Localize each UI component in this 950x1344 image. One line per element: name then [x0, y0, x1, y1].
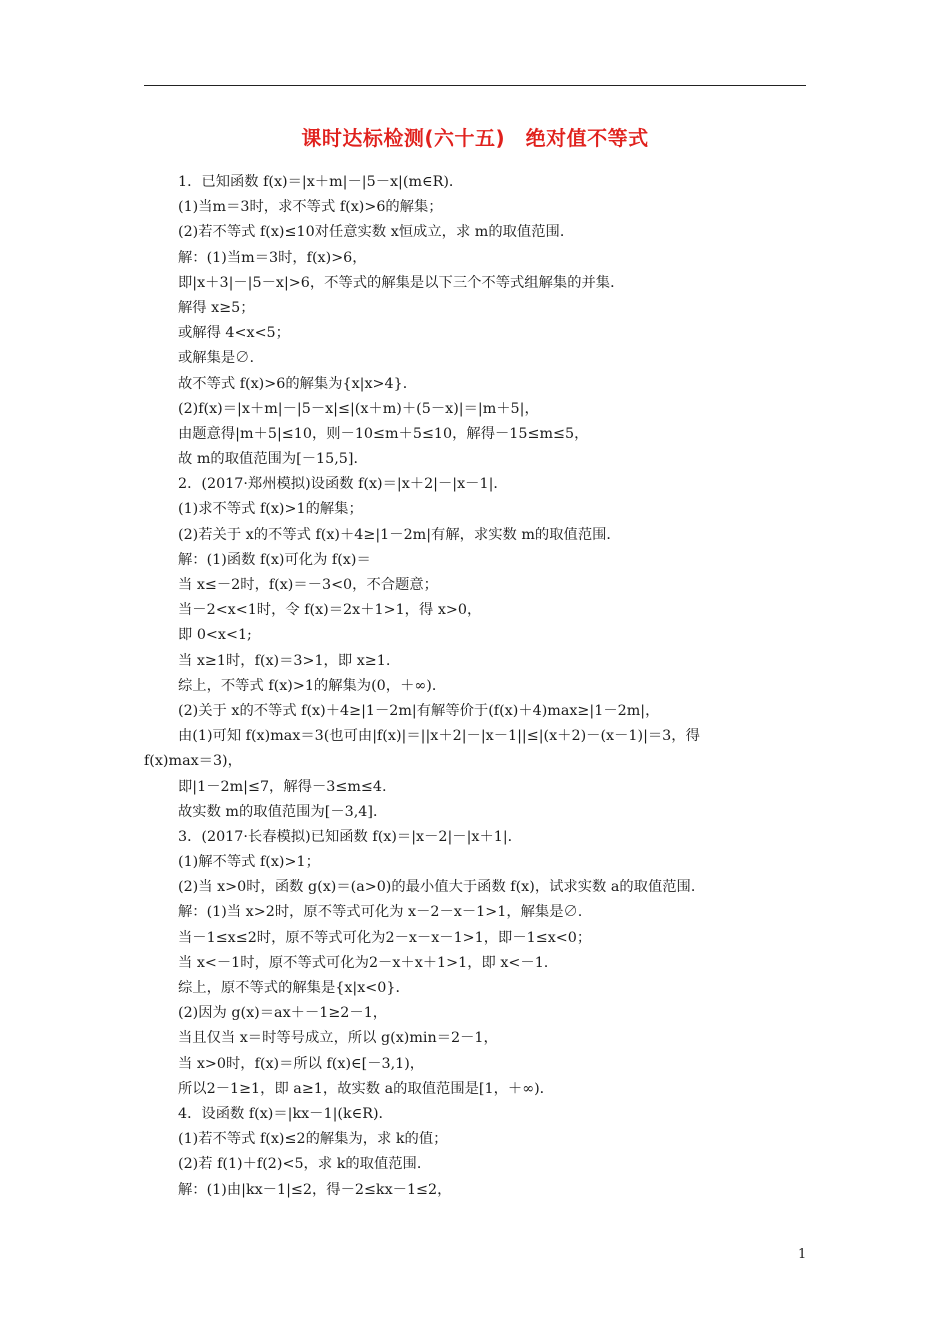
text-line: 当且仅当 x＝时等号成立，所以 g(x)min＝2－1，	[178, 1030, 498, 1047]
text-line: 当 x≤－2时，f(x)＝－3<0，不合题意；	[178, 577, 438, 593]
text-line: 故实数 m的取值范围为[－3,4]．	[178, 803, 388, 820]
text-line: 综上，不等式 f(x)>1的解集为(0，＋∞)．	[178, 677, 447, 694]
text-line: 当 x≥1时，f(x)＝3>1，即 x≥1.	[178, 652, 391, 669]
text-line: (2)因为 g(x)＝ax＋－1≥2－1，	[178, 1005, 388, 1022]
page-number: 1	[798, 1247, 807, 1262]
header-rule	[144, 85, 806, 86]
text-line: f(x)max＝3)，	[144, 753, 242, 770]
text-line: 或解得 4<x<5；	[178, 325, 290, 342]
text-line: 即|1－2m|≤7，解得－3≤m≤4.	[178, 778, 387, 795]
text-line: 由(1)可知 f(x)max＝3(也可由|f(x)|＝||x＋2|－|x－1||≤|(x＋2)－(x－1)|＝3，得	[178, 728, 700, 745]
text-line: 故 m的取值范围为[－15,5]．	[178, 451, 368, 468]
text-line: 当－2<x<1时，令 f(x)＝2x＋1>1，得 x>0，	[178, 602, 482, 619]
text-line: (2)f(x)＝|x＋m|－|5－x|≤|(x＋m)＋(5－x)|＝|m＋5|，	[178, 400, 539, 417]
text-line: (2)若不等式 f(x)≤10对任意实数 x恒成立，求 m的取值范围．	[178, 224, 575, 241]
text-line: (2)若 f(1)＋f(2)<5，求 k的取值范围．	[178, 1156, 432, 1173]
text-line: 解得 x≥5；	[178, 299, 255, 316]
text-line: (2)关于 x的不等式 f(x)＋4≥|1－2m|有解等价于(f(x)＋4)max≥|1－2m|，	[178, 702, 660, 719]
text-line: 4．设函数 f(x)＝|kx－1|(k∈R)．	[178, 1105, 393, 1122]
text-line: 由题意得|m＋5|≤10，则－10≤m＋5≤10，解得－15≤m≤5，	[178, 425, 589, 442]
document-body	[144, 170, 806, 1203]
text-line: 3．(2017·长春模拟)已知函数 f(x)＝|x－2|－|x＋1|．	[178, 828, 522, 845]
text-line: 解：(1)函数 f(x)可化为 f(x)＝	[178, 551, 371, 568]
text-line: (1)若不等式 f(x)≤2的解集为，求 k的值；	[178, 1131, 448, 1148]
text-line: 或解集是∅.	[178, 350, 255, 367]
text-line: 1．已知函数 f(x)＝|x＋m|－|5－x|(m∈R)．	[178, 174, 464, 190]
text-line: 所以2－1≥1，即 a≥1，故实数 a的取值范围是[1，＋∞)．	[178, 1080, 554, 1097]
text-line: 故不等式 f(x)>6的解集为{x|x>4}．	[178, 375, 418, 392]
text-line: 当 x<－1时，原不等式可化为2－x＋x＋1>1，即 x<－1.	[178, 954, 549, 971]
text-line: (2)若关于 x的不等式 f(x)＋4≥|1－2m|有解，求实数 m的取值范围．	[178, 526, 621, 543]
text-line: 解：(1)当 x>2时，原不等式可化为 x－2－x－1>1，解集是∅.	[178, 904, 583, 921]
text-line: 即 0<x<1;	[178, 627, 252, 644]
text-line: 当 x>0时，f(x)＝所以 f(x)∈[－3,1)，	[178, 1055, 425, 1072]
text-line: 当－1≤x≤2时，原不等式可化为2－x－x－1>1，即－1≤x<0；	[178, 929, 592, 946]
text-line: (1)求不等式 f(x)>1的解集；	[178, 501, 363, 518]
text-line: 综上，原不等式的解集是{x|x<0}．	[178, 980, 410, 996]
text-line: (1)当m＝3时，求不等式 f(x)>6的解集；	[178, 199, 443, 216]
text-line: 解：(1)由|kx－1|≤2，得－2≤kx－1≤2，	[178, 1181, 452, 1198]
text-line: 即|x＋3|－|5－x|>6，不等式的解集是以下三个不等式组解集的并集．	[178, 274, 625, 291]
text-line: 解：(1)当m＝3时，f(x)>6，	[178, 249, 367, 266]
text-line: 2．(2017·郑州模拟)设函数 f(x)＝|x＋2|－|x－1|．	[178, 476, 508, 493]
text-line: (1)解不等式 f(x)>1；	[178, 854, 320, 871]
text-line: (2)当 x>0时，函数 g(x)＝(a>0)的最小值大于函数 f(x)，试求实数 a的取值范围．	[178, 879, 706, 896]
page-title: 课时达标检测(六十五) 绝对值不等式	[301, 126, 649, 150]
